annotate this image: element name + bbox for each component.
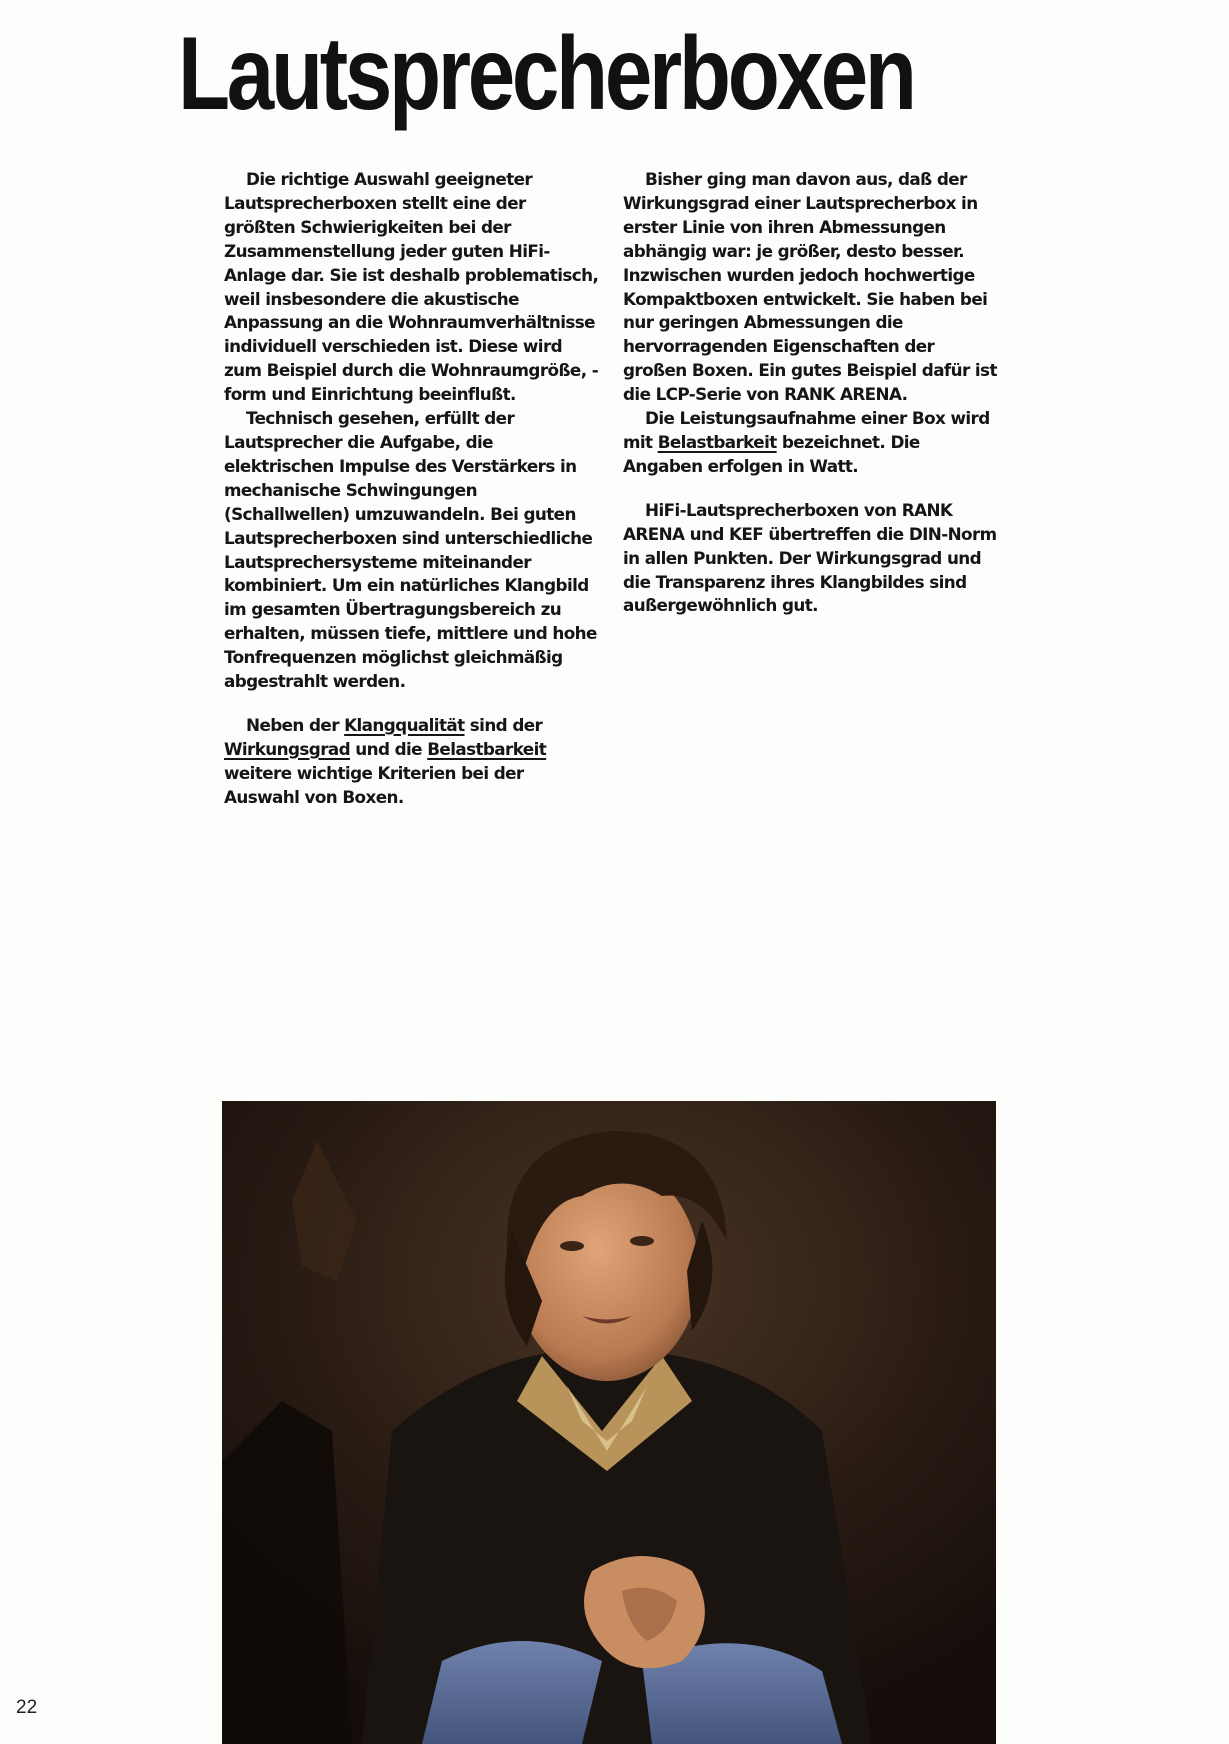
left-paragraph-3-text-a: Neben der xyxy=(246,714,345,735)
left-paragraph-3-text-c: und die xyxy=(350,738,428,759)
term-klangqualitaet: Klangqualität xyxy=(344,714,465,735)
term-belastbarkeit-right: Belastbarkeit xyxy=(657,431,777,452)
right-paragraph-2-text-b: bezeichnet. Die Angaben erfolgen in Watt. xyxy=(623,431,920,476)
right-text-column xyxy=(623,168,998,618)
shadowed-figure-left xyxy=(222,1401,352,1744)
term-belastbarkeit: Belastbarkeit xyxy=(427,738,547,759)
portrait-photo xyxy=(222,1101,996,1744)
right-paragraph-3: HiFi-Lautsprecherboxen von RANK ARENA und KEF übertreffen die DIN-Norm in allen Punkten. Der Wirkungsgrad und die Transparenz ihres Klangbildes sind außergewöhnlich gut. xyxy=(623,499,997,616)
term-wirkungsgrad: Wirkungsgrad xyxy=(224,738,351,759)
left-paragraph-2: Technisch gesehen, erfüllt der Lautsprecher die Aufgabe, die elektrischen Impulse des Verstärkers in mechanische Schwingungen (Schallwellen) umzuwandeln. Bei guten Lautsprecherboxen sind unterschiedliche Lautsprechersysteme miteinander kombiniert. Um ein natürliches Klangbild im gesamten Übertragungsbereich zu erhalten, müssen tiefe, mittlere und hohe Tonfrequenzen möglichst gleichmäßig abgestrahlt werden. xyxy=(224,408,597,692)
right-paragraph-1: Bisher ging man davon aus, daß der Wirkungsgrad einer Lautsprecherbox in erster Linie von ihren Abmessungen abhängig war: je größer, desto besser. Inzwischen wurden jedoch hochwertige Kompaktboxen entwickelt. Sie haben bei nur geringen Abmessungen die hervorragenden Eigenschaften der großen Boxen. Ein gutes Beispiel dafür ist die LCP-Serie von RANK ARENA. xyxy=(623,169,997,405)
page-title: Lautsprecherboxen xyxy=(178,16,914,132)
man-eye-right xyxy=(630,1236,654,1246)
left-paragraph-3-text-b: sind der xyxy=(464,714,543,735)
left-paragraph-1: Die richtige Auswahl geeigneter Lautsprecherboxen stellt eine der größten Schwierigkeiten bei der Zusammenstellung jeder guten HiFi-Anlage dar. Sie ist deshalb problematisch, weil insbesondere die akustische Anpassung an die Wohnraumverhältnisse individuell verschieden ist. Diese wird zum Beispiel durch die Wohnraumgröße, -form und Einrichtung beeinflußt. xyxy=(224,169,599,405)
right-paragraph-2-text-a: Die Leistungsaufnahme einer Box wird mit xyxy=(623,408,990,452)
page-number: 22 xyxy=(16,1697,38,1718)
left-paragraph-3 xyxy=(224,714,599,810)
right-paragraph-2 xyxy=(623,407,998,479)
left-paragraph-3-text-d: weitere wichtige Kriterien bei der Auswahl von Boxen. xyxy=(224,762,524,807)
man-eye-left xyxy=(560,1241,584,1251)
left-text-column xyxy=(224,168,599,810)
portrait-illustration xyxy=(222,1101,996,1744)
